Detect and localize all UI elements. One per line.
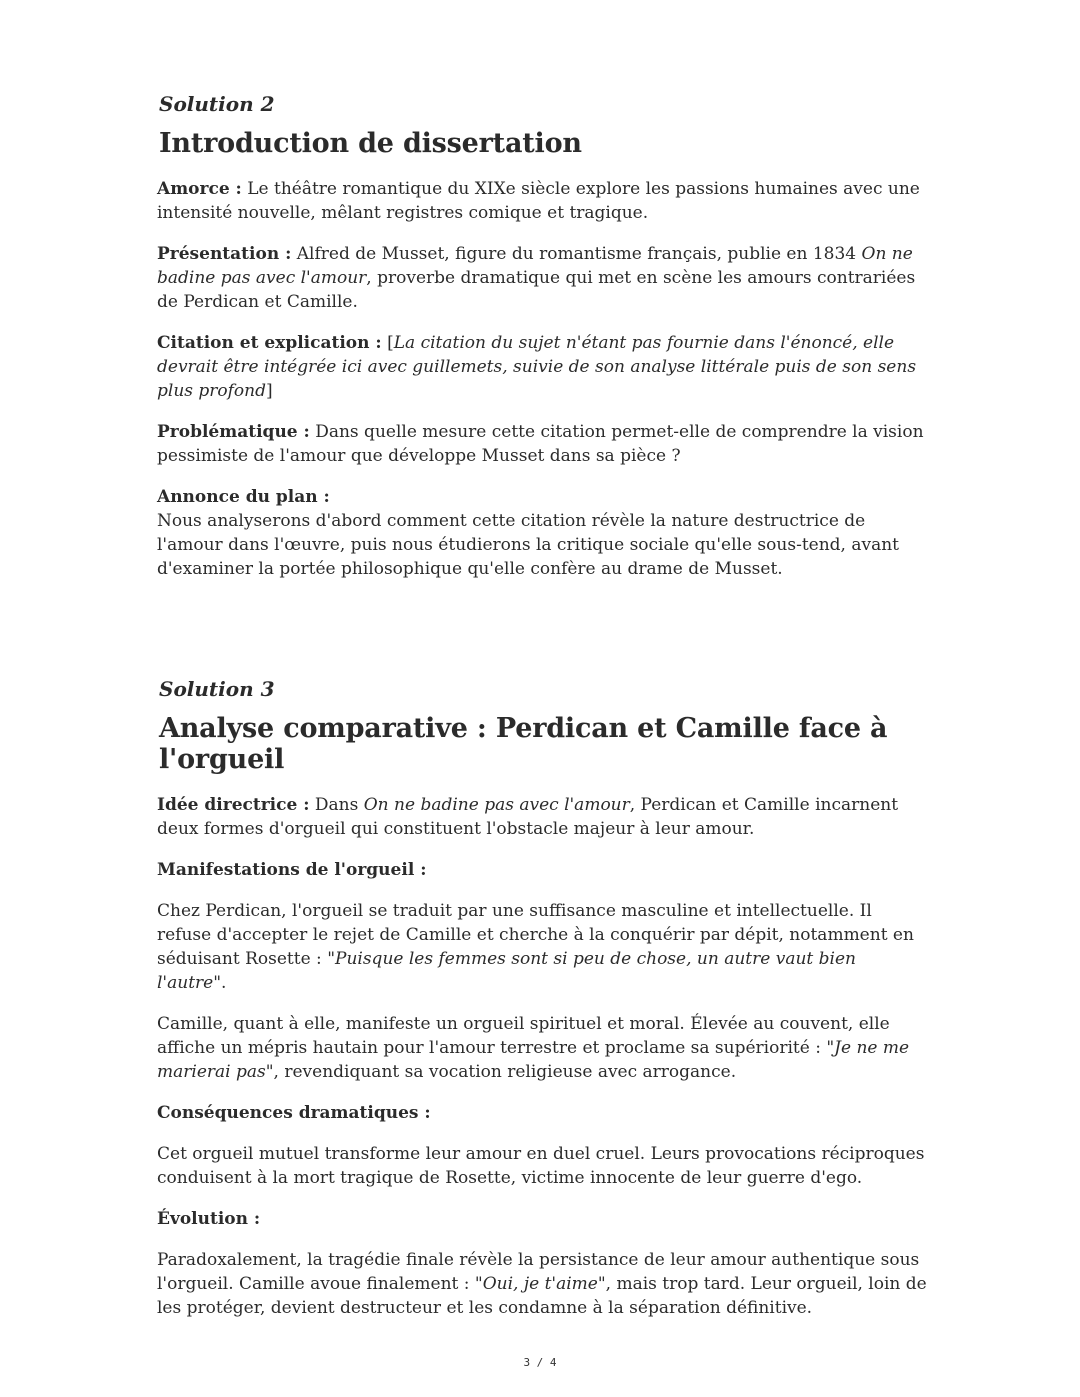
amorce-paragraph — [157, 177, 927, 225]
solution-3-label: Solution 3 — [159, 677, 275, 701]
work-title: On ne badine pas avec l'amour — [363, 795, 630, 815]
camille-quote: "Je ne me marierai pas" — [157, 1038, 910, 1082]
page-number: 3 / 4 — [523, 1356, 557, 1369]
solution-3-section — [157, 677, 927, 1337]
presentation-text-end: , proverbe dramatique qui met en scène les amours contrariées de Perdican et Camille. — [157, 268, 916, 312]
idee-label: Idée directrice : — [157, 795, 310, 815]
presentation-text: Alfred de Musset, figure du romantisme français, publie en 1834 — [291, 244, 862, 264]
perdican-end: . — [221, 973, 227, 993]
manifestations-label: Manifestations de l'orgueil : — [157, 860, 427, 880]
perdican-paragraph — [157, 899, 927, 995]
idee-paragraph — [157, 793, 927, 841]
consequences-label: Conséquences dramatiques : — [157, 1103, 431, 1123]
plan-text: Nous analyserons d'abord comment cette citation révèle la nature destructrice de l'amour dans l'œuvre, puis nous étudierons la critique sociale qu'elle sous-tend, avant d'examiner la portée philosophique qu'elle confère au drame de Musset. — [157, 511, 899, 579]
camille-end: , revendiquant sa vocation religieuse avec arrogance. — [273, 1062, 737, 1082]
plan-paragraph — [157, 485, 927, 581]
evolution-text-end: , mais trop tard. Leur orgueil, loin de les protéger, devient destructeur et les condamne à la séparation définitive. — [157, 1274, 927, 1318]
problematique-text: Dans quelle mesure cette citation permet-elle de comprendre la vision pessimiste de l'amour que développe Musset dans sa pièce ? — [157, 422, 924, 466]
problematique-paragraph — [157, 420, 927, 468]
solution-2-section — [157, 92, 927, 598]
bracket-close: ] — [266, 381, 273, 401]
citation-paragraph — [157, 331, 927, 403]
presentation-paragraph — [157, 242, 927, 314]
evolution-text: Paradoxalement, la tragédie finale révèle la persistance de leur amour authentique sous l'orgueil. Camille avoue finalement : — [157, 1250, 920, 1294]
solution-2-title: Introduction de dissertation — [159, 128, 582, 159]
plan-label: Annonce du plan : — [157, 487, 330, 507]
camille-paragraph — [157, 1012, 927, 1084]
problematique-label: Problématique : — [157, 422, 310, 442]
perdican-quote: "Puisque les femmes sont si peu de chose, un autre vaut bien l'autre" — [157, 949, 856, 993]
perdican-text: Chez Perdican, l'orgueil se traduit par une suffisance masculine et intellectuelle. Il refuse d'accepter le rejet de Camille et cherche à la conquérir par dépit, notamment en séduisant Rosette : — [157, 901, 914, 969]
amorce-text: Le théâtre romantique du XIXe siècle explore les passions humaines avec une intensité nouvelle, mêlant registres comique et tragique. — [157, 179, 920, 223]
consequences-text: Cet orgueil mutuel transforme leur amour en duel cruel. Leurs provocations réciproques conduisent à la mort tragique de Rosette, victime innocente de leur guerre d'ego. — [157, 1144, 925, 1188]
consequences-paragraph — [157, 1142, 927, 1190]
presentation-label: Présentation : — [157, 244, 292, 264]
idee-text-end: , Perdican et Camille incarnent deux formes d'orgueil qui constituent l'obstacle majeur à leur amour. — [157, 795, 899, 839]
idee-text: Dans — [309, 795, 364, 815]
evolution-quote: "Oui, je t'aime" — [474, 1274, 606, 1294]
citation-text: La citation du sujet n'étant pas fournie dans l'énoncé, elle devrait être intégrée ici avec guillemets, suivie de son analyse littérale puis de son sens plus profond — [157, 333, 917, 401]
manifestations-heading — [157, 858, 927, 882]
amorce-label: Amorce : — [157, 179, 242, 199]
evolution-heading — [157, 1207, 927, 1231]
bracket-open: [ — [381, 333, 394, 353]
solution-2-label: Solution 2 — [159, 92, 275, 116]
citation-label: Citation et explication : — [157, 333, 382, 353]
camille-text: Camille, quant à elle, manifeste un orgueil spirituel et moral. Élevée au couvent, elle affiche un mépris hautain pour l'amour terrestre et proclame sa supériorité : — [157, 1014, 890, 1058]
consequences-heading — [157, 1101, 927, 1125]
work-title: On ne badine pas avec l'amour — [157, 244, 913, 288]
evolution-label: Évolution : — [157, 1209, 261, 1229]
solution-3-title: Analyse comparative : Perdican et Camille face à l'orgueil — [159, 713, 888, 775]
evolution-paragraph — [157, 1248, 927, 1320]
